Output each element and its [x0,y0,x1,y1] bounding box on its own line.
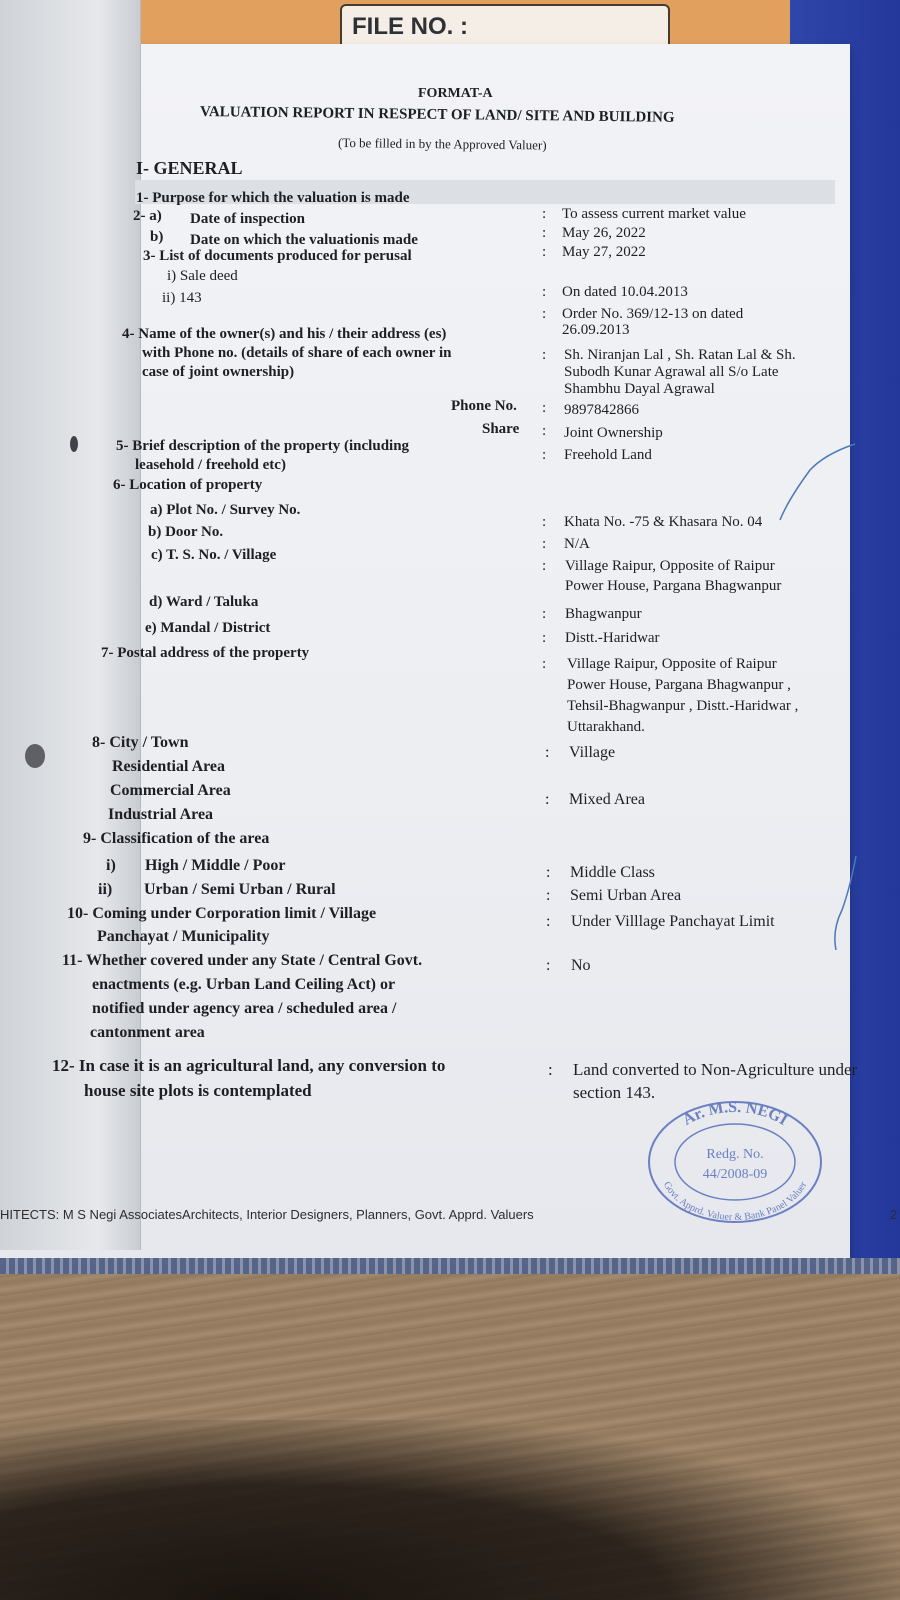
commercial-area-label: Commercial Area [110,782,231,799]
item-2a-number: 2- a) [133,208,162,224]
item-2b-number: b) [150,229,164,245]
item-6d-value: Bhagwanpur [565,606,642,622]
item-11-label-line2: enactments (e.g. Urban Land Ceiling Act) or [92,976,396,993]
item-5-label-line1: 5- Brief description of the property (including [116,438,410,454]
colon: : [542,244,547,260]
item-6-label: 6- Location of property [113,477,263,493]
item-6b-label: b) Door No. [148,524,224,540]
item-9ii-label: Urban / Semi Urban / Rural [144,881,336,898]
pen-tick-mark [820,850,860,960]
item-3i-value: On dated 10.04.2013 [562,284,688,300]
item-7-value-line4: Uttarakhand. [567,719,645,735]
item-5-value: Freehold Land [564,447,652,463]
item-6a-value: Khata No. -75 & Khasara No. 04 [564,514,763,530]
item-6c-value-line1: Village Raipur, Opposite of Raipur [565,558,775,574]
item-4-value-line1: Sh. Niranjan Lal , Sh. Ratan Lal & Sh. [564,347,796,363]
item-6d-label: d) Ward / Taluka [149,594,259,610]
item-4-label-line2: with Phone no. (details of share of each owner in [142,345,452,361]
item-5-label-line2: leasehold / freehold etc) [135,457,286,473]
item-3-label: 3- List of documents produced for perusal [143,248,412,264]
colon: : [542,347,547,363]
item-3i-label: i) Sale deed [167,268,238,284]
item-9ii-number: ii) [98,881,113,898]
colon: : [545,744,550,761]
colon: : [542,423,547,439]
item-2a-value: May 26, 2022 [562,225,646,241]
item-10-label-line1: 10- Coming under Corporation limit / Village [67,905,377,922]
item-4-value-line3: Shambhu Dayal Agrawal [564,381,715,397]
colon: : [548,1060,553,1079]
phone-value: 9897842866 [564,402,639,418]
colon: : [542,606,547,622]
item-8-value: Village [569,744,616,761]
file-no-box: FILE NO. : [340,4,670,50]
item-8-label: 8- City / Town [92,734,189,751]
item-9ii-value: Semi Urban Area [570,887,682,904]
valuer-stamp [646,1098,824,1226]
item-12-value-line1: Land converted to Non-Agriculture under [573,1060,858,1079]
item-6c-value-line2: Power House, Pargana Bhagwanpur [565,578,782,594]
folder-strip [0,1258,900,1274]
colon: : [546,887,551,904]
item-6c-label: c) T. S. No. / Village [151,547,277,563]
colon: : [542,656,547,672]
item-9-label: 9- Classification of the area [83,830,270,847]
item-2b-value: May 27, 2022 [562,244,646,260]
item-11-label-line3: notified under agency area / scheduled area / [92,1000,397,1017]
page-footer: HITECTS: M S Negi AssociatesArchitects, Interior Designers, Planners, Govt. Apprd. Valuers [0,1207,534,1222]
colon: : [546,913,551,930]
item-2b-label: Date on which the valuationis made [190,232,418,248]
colon: : [542,306,547,322]
item-12-label-line1: 12- In case it is an agricultural land, any conversion to [52,1056,446,1075]
item-7-value-line2: Power House, Pargana Bhagwanpur , [567,677,791,693]
share-value: Joint Ownership [564,425,663,441]
colon: : [546,957,551,974]
pen-tick-mark [770,440,860,530]
item-6a-label: a) Plot No. / Survey No. [150,502,301,518]
item-9i-value: Middle Class [570,864,655,881]
stamp-ring-text: Govt. Apprd. Valuer & Bank Panel Valuer [660,1179,810,1224]
item-3ii-label: ii) 143 [162,290,202,306]
page-number: 2 [890,1207,898,1222]
item-1-label: 1- Purpose for which the valuation is made [136,190,410,206]
share-label: Share [482,421,520,437]
item-9i-label: High / Middle / Poor [145,857,286,874]
item-3ii-value-line1: Order No. 369/12-13 on dated [562,306,744,322]
section-heading: I- GENERAL [136,158,243,178]
colon: : [542,558,547,574]
item-4-label-line1: 4- Name of the owner(s) and his / their address (es) [122,326,447,342]
item-6b-value: N/A [564,536,590,552]
item-4-label-line3: case of joint ownership) [142,364,295,380]
item-7-value-line1: Village Raipur, Opposite of Raipur [567,656,777,672]
format-label: FORMAT-A [418,86,493,101]
item-1-value: To assess current market value [562,206,746,222]
commercial-area-value: Mixed Area [569,791,645,808]
colon: : [542,447,547,463]
item-3ii-value-line2: 26.09.2013 [562,322,630,338]
svg-text:Govt. Apprd. Valuer & Bank Pan [661,1180,810,1223]
colon: : [542,400,547,416]
stamp-redg-label: Redg. No. [706,1147,764,1162]
item-12-value-line2: section 143. [573,1083,656,1102]
industrial-area-label: Industrial Area [108,806,214,823]
phone-label: Phone No. [451,398,517,414]
report-subtitle: (To be filled in by the Approved Valuer) [337,135,547,153]
punch-hole [25,744,45,768]
colon: : [542,225,547,241]
item-9i-number: i) [106,857,116,874]
colon: : [546,864,551,881]
item-6e-label: e) Mandal / District [145,620,271,636]
item-6e-value: Distt.-Haridwar [565,630,660,646]
item-7-value-line3: Tehsil-Bhagwanpur , Distt.-Haridwar , [567,698,799,714]
residential-area-label: Residential Area [112,758,226,775]
item-2a-label: Date of inspection [190,211,305,227]
item-10-value: Under Villlage Panchayat Limit [571,913,775,930]
stamp-redg-number: 44/2008-09 [702,1167,768,1182]
item-11-label-line4: cantonment area [90,1024,205,1041]
punch-hole [70,436,78,452]
colon: : [542,206,547,222]
report-title: VALUATION REPORT IN RESPECT OF LAND/ SITE AND BUILDING [199,104,675,126]
colon: : [542,284,547,300]
item-4-value-line2: Subodh Kunar Agrawal all S/o Late [564,364,779,380]
item-11-label-line1: 11- Whether covered under any State / Central Govt. [62,952,423,969]
colon: : [545,791,550,808]
item-11-value: No [571,957,591,974]
colon: : [542,536,547,552]
item-7-label: 7- Postal address of the property [101,645,310,661]
item-12-label-line2: house site plots is contemplated [84,1081,312,1100]
colon: : [542,630,547,646]
stamp-name: Ar. M.S. NEGI [679,1098,791,1129]
colon: : [542,514,547,530]
desk-shadow [0,1420,900,1600]
item-10-label-line2: Panchayat / Municipality [97,928,270,945]
